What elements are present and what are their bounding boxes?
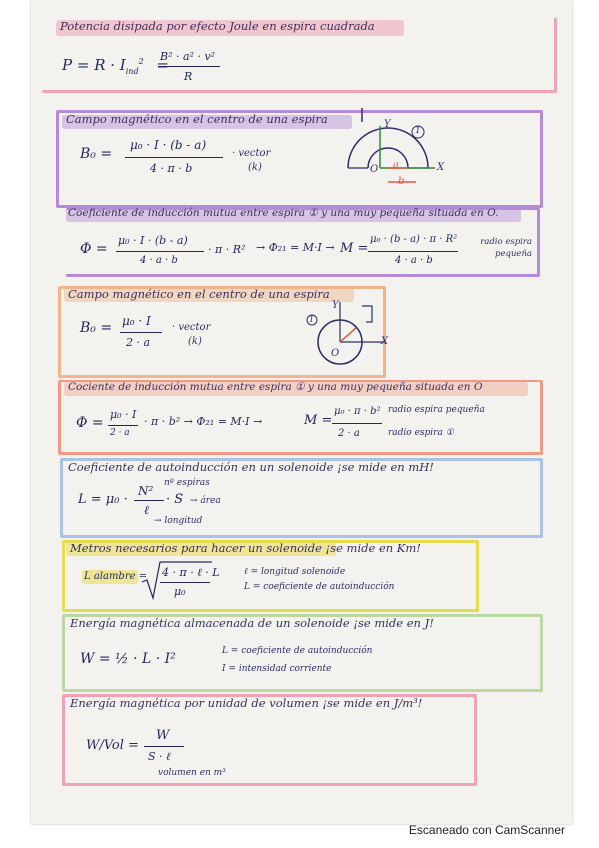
half-ring-x-label: X	[437, 162, 445, 173]
circle-loop-diagram	[300, 300, 400, 370]
field-circle-den: 2 · a	[126, 336, 151, 349]
mutual1-m-num: μ₀ · (b - a) · π · R²	[370, 234, 458, 245]
self-inductance-den: ℓ	[144, 503, 149, 517]
joule-fraction-den: R	[184, 70, 193, 83]
magnetic-energy-note-2: I = intensidad corriente	[222, 664, 332, 674]
mutual1-phi-rest: · π · R²	[208, 243, 246, 256]
section-title-joule: Potencia disipada por efecto Joule en espira cuadrada	[60, 19, 375, 33]
mutual2-phi-lhs: Φ =	[76, 415, 104, 431]
magnetic-energy-eq: W = ½ · L · I²	[80, 651, 176, 667]
mutual1-m-den: 4 · a · b	[395, 255, 433, 266]
section-title-mutual-1: Coeficiente de inducción mutua entre espira ① y una muy pequeña situada en O.	[68, 207, 499, 219]
wire-length-lhs: L alambre =	[84, 571, 148, 582]
half-ring-o-label: O	[370, 164, 379, 175]
circle-loop-y-label: Y	[332, 300, 339, 311]
mutual2-note-2: radio espira ①	[388, 428, 454, 438]
energy-density-num: W	[156, 728, 170, 743]
field-circle-vector: · vector	[172, 322, 211, 333]
mutual1-phi-den: 4 · a · b	[140, 255, 178, 266]
mutual2-phi-rest: · π · b² → Φ₂₁ = M·I →	[144, 415, 263, 428]
section-title-field-circle: Campo magnético en el centro de una espira	[68, 287, 330, 301]
half-ring-b-label: b	[398, 176, 405, 187]
field-square-lhs: B₀ =	[80, 146, 113, 162]
mutual2-phi-den: 2 · a	[110, 428, 130, 438]
energy-density-den: S · ℓ	[148, 750, 171, 763]
wire-length-den: μ₀	[174, 585, 186, 598]
field-circle-num: μ₀ · I	[122, 314, 151, 328]
field-circle-lhs: B₀ =	[80, 320, 113, 336]
field-square-num: μ₀ · I · (b - a)	[130, 138, 207, 152]
half-ring-y-label: Y	[384, 119, 391, 130]
half-ring-label-1: 1	[415, 126, 421, 136]
wire-length-note-1: ℓ = longitud solenoide	[244, 567, 346, 577]
self-inductance-lhs: L = μ₀ ·	[78, 492, 128, 507]
mutual1-phi-lhs: Φ =	[80, 241, 108, 257]
section-title-field-square: Campo magnético en el centro de una espira	[66, 112, 328, 126]
section-title-energy-density: Energía magnética por unidad de volumen ¡se mide en J/m³!	[70, 696, 423, 710]
wire-length-note-2: L = coeficiente de autoinducción	[244, 582, 395, 592]
mutual2-phi-num: μ₀ · I	[110, 408, 137, 421]
mutual2-m-lhs: M =	[304, 413, 333, 428]
mutual2-m-num: μ₀ · π · b²	[334, 406, 381, 417]
joule-formula-left: $P = R \cdot I_{ind}^2$ =	[62, 56, 170, 76]
section-title-wire-length: Metros necesarios para hacer un solenoide ¡se mide en Km!	[70, 541, 421, 555]
field-square-den: 4 · π · b	[150, 162, 193, 175]
mutual2-note-1: radio espira pequeña	[388, 405, 485, 415]
mutual1-phi-num: μ₀ · I · (b - a)	[118, 234, 188, 247]
self-inductance-note-n: nº espiras	[164, 478, 210, 488]
half-ring-a-label: a	[393, 160, 399, 171]
self-inductance-rest: · S	[166, 492, 184, 507]
section-title-self-inductance: Coeficiente de autoinducción en un solenoide ¡se mide en mH!	[68, 460, 434, 474]
joule-fraction-num: B² · a² · v²	[160, 50, 216, 63]
mutual1-arrow: → Φ₂₁ = M·I →	[256, 241, 335, 254]
scanner-footer: Escaneado con CamScanner	[408, 823, 565, 837]
field-circle-unit: (k)	[188, 336, 202, 347]
field-square-unit: (k)	[248, 162, 262, 173]
energy-density-note: volumen en m³	[158, 768, 226, 778]
self-inductance-note-l: → longitud	[154, 516, 203, 526]
self-inductance-note-s: → área	[190, 496, 221, 506]
section-title-magnetic-energy: Energía magnética almacenada de un solenoide ¡se mide en J!	[70, 616, 434, 630]
mutual2-m-den: 2 · a	[338, 428, 360, 439]
half-ring-diagram	[340, 108, 450, 193]
field-square-vector: · vector	[232, 148, 271, 159]
mutual1-m-lhs: M =	[340, 241, 369, 256]
energy-density-lhs: W/Vol =	[86, 738, 139, 753]
circle-loop-label-1: 1	[309, 315, 315, 324]
mutual1-note: radio espira pequeña	[480, 237, 532, 259]
self-inductance-num: N²	[138, 484, 154, 498]
wire-length-num: 4 · π · ℓ · L	[162, 566, 220, 579]
magnetic-energy-note-1: L = coeficiente de autoinducción	[222, 646, 373, 656]
circle-loop-o-label: O	[331, 348, 340, 359]
section-title-mutual-2: Cociente de inducción mutua entre espira ① y una muy pequeña situada en O	[68, 381, 483, 393]
circle-loop-x-label: X	[381, 336, 389, 347]
